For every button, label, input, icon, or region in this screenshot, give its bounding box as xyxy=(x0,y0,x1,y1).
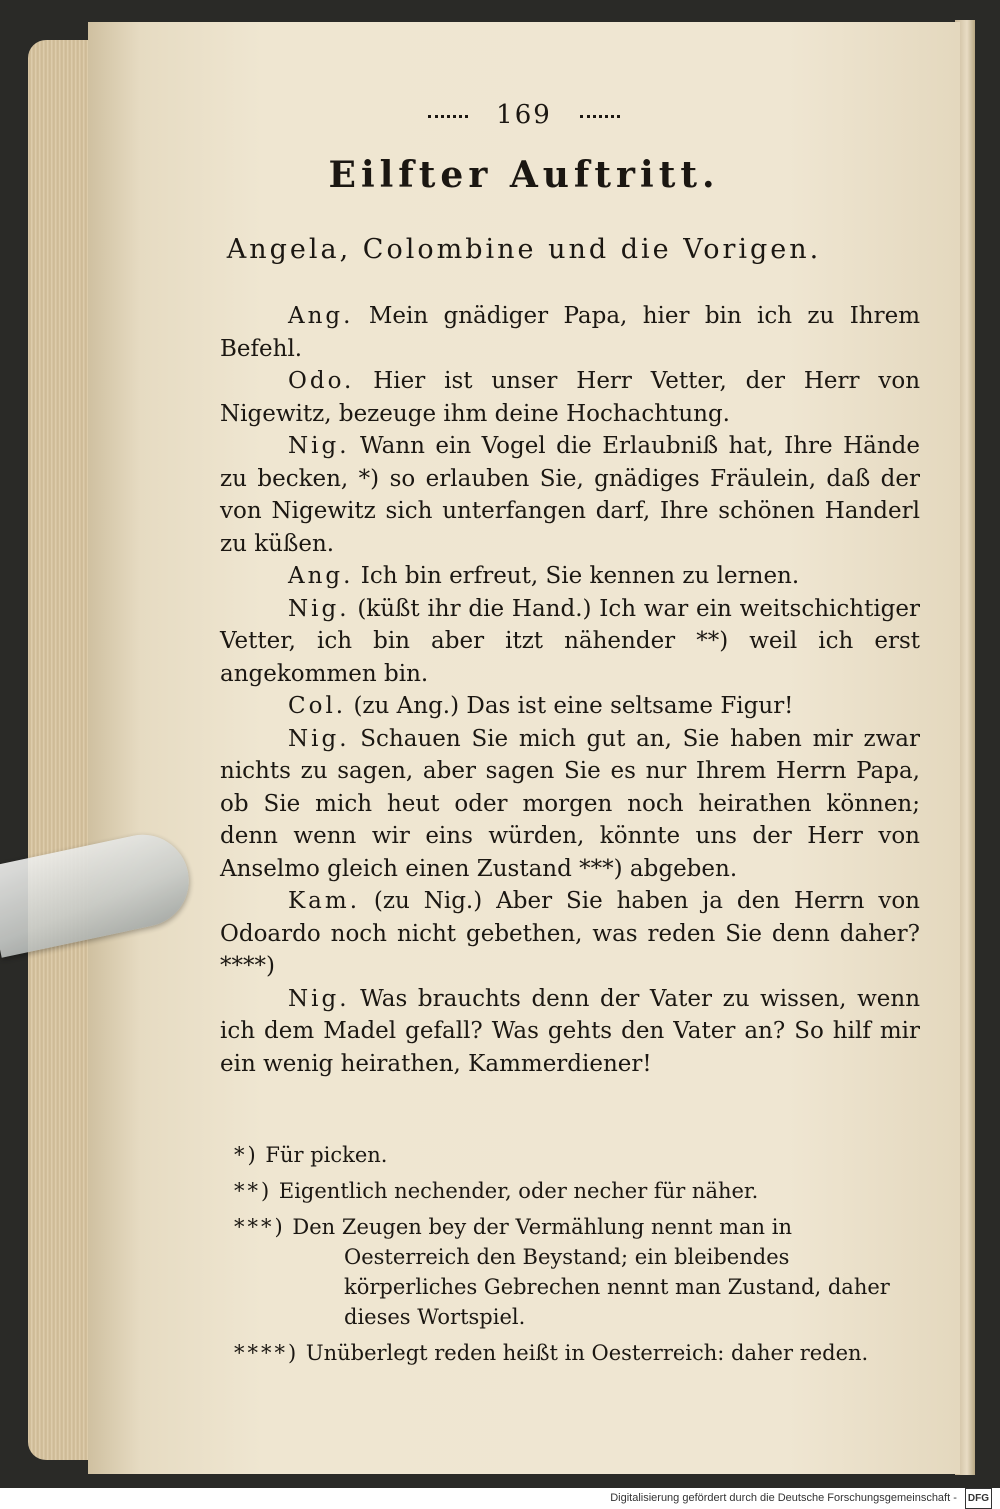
footnote-text: Für picken. xyxy=(265,1143,388,1167)
scene-cast: Angela, Colombine und die Vorigen. xyxy=(226,234,822,265)
speaker-name: Nig. xyxy=(288,433,350,459)
speaker-name: Col. xyxy=(288,693,347,719)
dialogue-line xyxy=(220,690,920,723)
speaker-name: Odo. xyxy=(288,368,355,394)
dialogue-text: Mein gnädiger Papa, hier bin ich zu Ihrem Befehl. xyxy=(220,303,921,362)
digitization-footer xyxy=(0,1488,1000,1507)
footnote-mark: ***) xyxy=(234,1215,286,1239)
footer-credit: Digitalisierung gefördert durch die Deutsche Forschungsgemeinschaft - xyxy=(610,1492,957,1504)
dialogue-line xyxy=(220,983,920,1081)
dialogue-line xyxy=(220,365,920,430)
dialogue-text: Hier ist unser Herr Vetter, der Herr von Nigewitz, bezeuge ihm deine Hochachtung. xyxy=(220,368,921,427)
dialogue-line xyxy=(220,430,920,560)
header-rule-right xyxy=(580,115,620,118)
footnote xyxy=(216,1338,916,1368)
dialogue-text: (zu Nig.) Aber Sie haben ja den Herrn von Odoardo noch nicht gebethen, was reden Sie denn daher? ****) xyxy=(220,888,920,979)
dialogue-text: Ich bin erfreut, Sie kennen zu lernen. xyxy=(360,563,800,589)
footnote-mark: *) xyxy=(234,1143,259,1167)
speaker-name: Nig. xyxy=(288,725,350,752)
dialogue-line xyxy=(220,723,920,886)
dialogue-text: Wann ein Vogel die Erlaubniß hat, Ihre Hände zu becken, *) so erlauben Sie, gnädiges Fräulein, daß der von Nigewitz sich unterfangen darf, Ihre schönen Handerl zu küßen. xyxy=(220,433,920,557)
footnote-mark: **) xyxy=(234,1179,273,1203)
footnote xyxy=(216,1212,916,1332)
footnotes xyxy=(216,1140,916,1374)
dialogue-text: (küßt ihr die Hand.) Ich war ein weitschichtiger Vetter, ich bin aber itzt nähender **) weil ich erst angekommen bin. xyxy=(220,595,921,687)
book-page-edges xyxy=(28,40,90,1460)
speaker-name: Nig. xyxy=(288,985,350,1012)
dialogue-text: (zu Ang.) Das ist eine seltsame Figur! xyxy=(353,693,794,719)
speaker-name: Ang. xyxy=(288,303,354,329)
speaker-name: Nig. xyxy=(288,595,350,622)
dialogue-line xyxy=(220,560,920,593)
dialogue-line xyxy=(220,300,920,365)
scene-title: Eilfter Auftritt. xyxy=(328,154,720,196)
speaker-name: Kam. xyxy=(288,888,361,914)
book-page xyxy=(88,22,960,1474)
footnote-text: Unüberlegt reden heißt in Oesterreich: daher reden. xyxy=(305,1341,869,1365)
speaker-name: Ang. xyxy=(288,563,354,589)
footnote xyxy=(216,1140,916,1170)
footnote xyxy=(216,1176,916,1206)
header-rule-left xyxy=(428,115,468,118)
footnote-text: Den Zeugen bey der Vermählung nennt man in Oesterreich den Beystand; ein bleibendes körperliches Gebrechen nennt man Zustand, daher dieses Wortspiel. xyxy=(292,1215,890,1329)
dialogue-body xyxy=(220,300,920,1080)
dfg-logo: DFG xyxy=(965,1488,992,1509)
footnote-mark: ****) xyxy=(234,1341,300,1365)
page-number: 169 xyxy=(496,100,552,130)
page-header xyxy=(88,100,960,130)
dialogue-text: Was brauchts denn der Vater zu wissen, wenn ich dem Madel gefall? Was gehts den Vater an? So hilf mir ein wenig heirathen, Kammerdiener! xyxy=(220,985,921,1077)
footnote-text: Eigentlich nechender, oder necher für näher. xyxy=(278,1179,759,1203)
dialogue-text: Schauen Sie mich gut an, Sie haben mir zwar nichts zu sagen, aber sagen Sie es nur Ihrem Herrn Papa, ob Sie mich heut oder morgen noch heirathen können; denn wenn wir eins würden, könnte uns der Herr von Anselmo gleich einen Zustand ***) abgeben. xyxy=(220,725,921,882)
dialogue-line xyxy=(220,593,920,691)
dialogue-line xyxy=(220,885,920,983)
